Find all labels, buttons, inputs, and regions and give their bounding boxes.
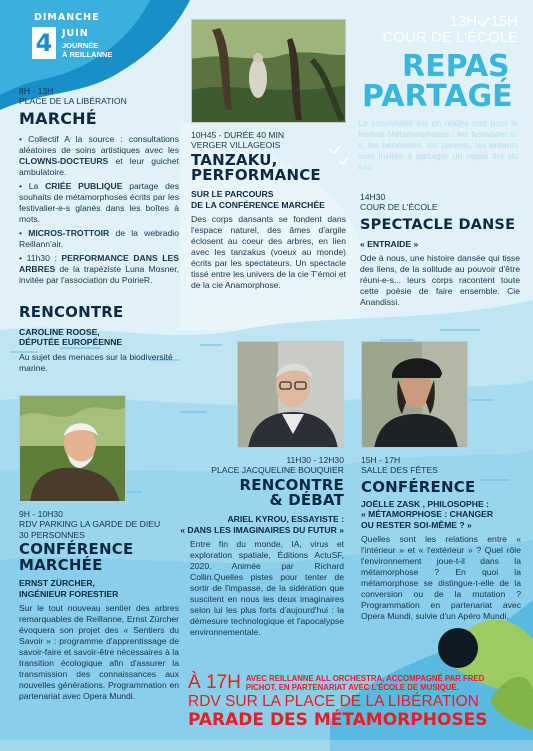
conf-marchee-time: 9H - 10H30 [19, 509, 63, 519]
conference-place: SALLE DES FÊTES [361, 465, 438, 476]
danse-place: COUR DE L'ÉCOLE [360, 202, 438, 213]
marche-item-text: • Collectif A la source : consultations aléatoires de soins artistiques avec les [19, 133, 179, 155]
conf-marchee-capacity: 30 PERSONNES [19, 529, 85, 540]
conf-marchee-title-2: MARCHÉE [19, 555, 103, 574]
conference-sub-2: « MÉTAMORPHOSE : CHANGER [361, 509, 494, 520]
repas-text: La convivialité est un maître mot pour le festival Métamorphoses : les festivalier-e-s, les bénévoles, les parents, les enfants sont invités à partager un repas tiré du sac. [358, 118, 518, 173]
zurcher-photo-image [20, 396, 126, 502]
conf-marchee-section [19, 509, 179, 702]
tanzaku-text: Des corps dansants se fondent dans l'espace naturel, des âmes d'argile éclosent au coeur des arbres, en lien avec les tanzakus (voeux au monde) écrits par les spectateurs. Un spectacle tissé entre les univers de la cie T'émoi et de la cie Anamorphose. [191, 214, 346, 291]
parade-note-2: PICHOT. EN PARTENARIAT AVEC L'ÉCOLE DE MUSIQUE. [245, 683, 459, 693]
marche-item-text: • La [19, 180, 46, 191]
tanzaku-photo [191, 19, 346, 123]
rencontre-title: RENCONTRE [19, 303, 124, 321]
date-badge [24, 10, 124, 70]
marche-item-clowns [19, 134, 179, 178]
parade-note-1: AVEC REILLANNE ALL ORCHESTRA, ACCOMPAGNÉ PAR FRED [245, 674, 485, 683]
conference-sub-3: OU RESTER SOI-MÊME ? » [361, 519, 472, 530]
zurcher-photo [19, 395, 126, 502]
conference-sub-1: JOËLLE ZASK , PHILOSOPHE : [361, 498, 489, 509]
debat-section [178, 455, 344, 638]
conf-marchee-role: INGÉNIEUR FORESTIER [19, 588, 119, 599]
kyrou-photo-image [238, 342, 344, 448]
conf-marchee-speaker: ERNST ZÜRCHER, [19, 578, 95, 589]
tanzaku-sub-1: SUR LE PARCOURS [191, 189, 274, 200]
debat-time: 11H30 - 12H30 [286, 455, 344, 465]
marche-time: 8H - 13H [19, 86, 54, 96]
tanzaku-sub-2: DE LA CONFÉRENCE MARCHÉE [191, 199, 325, 210]
debat-title-1: RENCONTRE [239, 475, 344, 494]
danse-sub: « ENTRAIDE » [360, 238, 419, 249]
parade-note [246, 673, 484, 693]
debat-text: Entre fin du monde, IA, virus et exploration spatiale, Éditions ActuSF, 2020. Animée par Richard Collin.Quelles pistes pour tenter de sortir de l'impasse, de la sidération que suscitent en nous les deux imaginaires selon lui les plus forts d'aujourd'hui : la démesure technologique et l'apocalypse environnementale. [190, 539, 344, 638]
tanzaku-place: VERGER VILLAGEOIS [191, 140, 281, 151]
repas-time: 13H - 15H [449, 13, 518, 30]
marche-item-text: partage des souhaits de métamorphoses écrits par les festivalier-e-s glanés dans les boîtes à mots. [19, 180, 180, 224]
zask-photo-image [362, 342, 468, 448]
conf-marchee-place: RDV PARKING LA GARDE DE DIEU [19, 519, 161, 530]
conf-marchee-text: Sur le tout nouveau sentier des arbres remarquables de Reillanne, Ernst Zürcher évoquera son projet des « Sentiers du Savoir » : programme d'apprentissage de savoir-faire et savoir-être nécessaires à la transition écologique afin d'assurer la transmission des connaissances aux nouvelles générations. Programmation en partenariat avec Opera Mundi. [19, 603, 179, 702]
conference-title: CONFÉRENCE [361, 477, 476, 496]
marche-place: PLACE DE LA LIBÉRATION [19, 96, 127, 107]
marche-item-highlight: CRIÉE PUBLIQUE [45, 180, 123, 191]
danse-section [360, 192, 520, 308]
conference-time: 15H - 17H [361, 455, 401, 465]
marche-title: MARCHÉ [19, 108, 97, 128]
debat-place: PLACE JACQUELINE BOUQUIER [211, 465, 344, 476]
marche-item-highlight: MICROS-TROTTOIR [28, 227, 110, 238]
marche-list [19, 134, 179, 286]
parade-section [188, 673, 528, 731]
repas-title-1: REPAS [402, 49, 510, 85]
rencontre-text: Au sujet des menaces sur la biodiversité marine. [19, 351, 173, 373]
conference-text: Quelles sont les relations entre « l'intérieur » et « l'extérieur » ? Quel rôle l'environnement joue-t-il dans la métamorphose ? En quoi la métamorphose se distingue-t-elle de la conversion ou de la mutation ? Programmation en partenariat avec Opera Mundi, suivie d'un Apéro Mundi. [361, 534, 521, 622]
debat-theme: « DANS LES IMAGINAIRES DU FUTUR » [180, 524, 344, 535]
parade-rdv: RDV SUR LA PLACE DE LA LIBÉRATION [188, 692, 479, 710]
badge-month: JUIN [62, 28, 89, 39]
rencontre-role: DÉPUTÉE EUROPÉENNE [19, 337, 123, 348]
tanzaku-section [191, 130, 346, 291]
rencontre-section [19, 303, 179, 374]
marche-item-text: de la trapéziste Luna Mosner, invitée par l'association du PoirieR. [19, 263, 179, 285]
tanzaku-time: 10H45 - DURÉE 40 MIN [191, 130, 285, 140]
marche-item-text: et leur guichet ambulatoire. [19, 155, 179, 177]
parade-title: PARADE DES MÉTAMORPHOSES [188, 710, 488, 731]
repas-title-2: PARTAGÉ [362, 79, 513, 115]
zask-photo [361, 341, 468, 448]
danse-title: SPECTACLE DANSE [360, 216, 516, 233]
marche-item-highlight: CLOWNS-DOCTEURS [19, 155, 109, 166]
badge-line2: À REILLANNE [62, 50, 113, 59]
marche-item-highlight: PERFORMANCE DANS LES ARBRES [19, 252, 179, 274]
tanzaku-title-1: TANZAKU, [191, 150, 278, 169]
conf-marchee-title-1: CONFÉRENCE [19, 539, 134, 558]
rencontre-speaker: CAROLINE ROOSE, [19, 327, 100, 337]
badge-day: DIMANCHE [34, 12, 100, 23]
danse-time: 14H30 [360, 192, 386, 202]
repas-section [358, 14, 518, 173]
danse-text: Ode à nous, une histoire dansée qui tisse des liens, de la solitude au pouvoir d'être réuni-e-s... leurs corps racontent toute cette poésie de faire ensemble. Cie Anandissi. [360, 253, 520, 308]
badge-line1: JOURNÉE [62, 41, 99, 50]
marche-item-text: • 11h30 : [19, 252, 62, 263]
debat-speaker: ARIEL KYROU, ESSAYISTE : [227, 514, 344, 525]
tanzaku-title-2: PERFORMANCE [191, 166, 321, 185]
marche-item-text: • [19, 227, 29, 238]
parade-time: À 17H [188, 672, 241, 693]
debat-title-2: & DÉBAT [269, 491, 344, 510]
marche-section [19, 86, 179, 289]
repas-place: COUR DE L'ÉCOLE [382, 28, 518, 46]
kyrou-photo [237, 341, 344, 448]
marche-item-micros [19, 228, 179, 250]
badge-date: 4 [32, 27, 56, 59]
conference-section [361, 455, 521, 622]
marche-item-performance [19, 253, 179, 286]
parade-top-row [188, 673, 528, 693]
tanzaku-photo-image [192, 20, 346, 123]
marche-item-text: de la webradio Reillann'air. [19, 227, 179, 249]
marche-item-criee [19, 181, 179, 225]
